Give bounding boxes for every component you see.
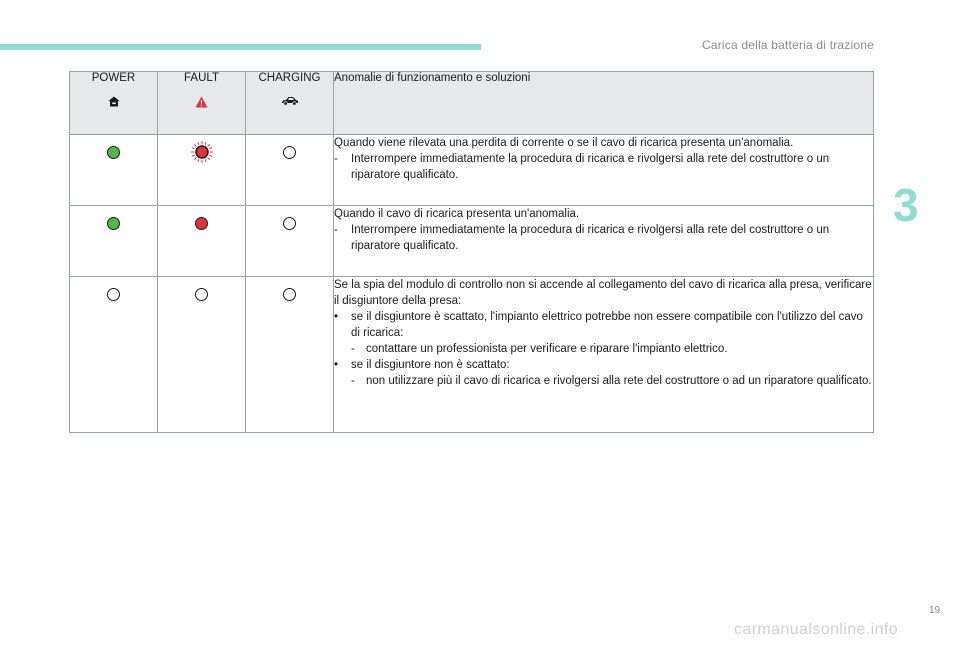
sub-list-item: - contattare un professionista per verificare e riparare l'impianto elettrico. bbox=[351, 343, 728, 355]
header-fault bbox=[158, 72, 246, 135]
header-power-label: POWER bbox=[91, 72, 136, 84]
table-row bbox=[70, 206, 874, 277]
fault-light-cell bbox=[158, 206, 246, 277]
charging-status-table bbox=[69, 71, 874, 433]
list-item: - Interrompere immediatamente la procedura di ricarica e rivolgersi alla rete del costruttore o un riparatore qualificato. bbox=[334, 153, 830, 181]
list-item: - Interrompere immediatamente la procedura di ricarica e rivolgersi alla rete del costruttore o un riparatore qualificato. bbox=[334, 224, 830, 252]
header-fault-label: FAULT bbox=[184, 72, 219, 84]
chapter-number: 3 bbox=[893, 179, 919, 231]
green-light-icon bbox=[107, 146, 120, 159]
off-light-icon bbox=[283, 217, 296, 230]
table-header-row bbox=[70, 72, 874, 135]
section-title: Carica della batteria di trazione bbox=[701, 38, 874, 52]
car-icon bbox=[281, 96, 299, 106]
header-charging bbox=[246, 72, 334, 135]
header-description: Anomalie di funzionamento e soluzioni bbox=[334, 72, 874, 135]
charging-light-cell bbox=[246, 277, 334, 433]
fault-light-cell bbox=[158, 135, 246, 206]
row-description bbox=[334, 277, 874, 433]
row-intro: Quando il cavo di ricarica presenta un'anomalia. bbox=[334, 208, 580, 220]
table-row bbox=[70, 135, 874, 206]
charging-light-cell bbox=[246, 206, 334, 277]
warning-triangle-icon bbox=[195, 96, 208, 108]
fault-light-cell bbox=[158, 277, 246, 433]
row-description bbox=[334, 206, 874, 277]
list-item: • se il disgiuntore è scattato, l'impianto elettrico potrebbe non essere compatibile con l'utilizzo del cavo di ricarica: bbox=[334, 311, 863, 339]
green-light-icon bbox=[107, 217, 120, 230]
row-description bbox=[334, 135, 874, 206]
red-flashing-light-icon bbox=[191, 141, 213, 163]
off-light-icon bbox=[283, 146, 296, 159]
list-item: • se il disgiuntore non è scattato: bbox=[334, 359, 510, 371]
off-light-icon bbox=[283, 288, 296, 301]
page-number: 19 bbox=[929, 605, 941, 616]
row-intro: Se la spia del modulo di controllo non si accende al collegamento del cavo di ricarica alla presa, verificare il disgiuntore della presa: bbox=[334, 279, 872, 307]
off-light-icon bbox=[107, 288, 120, 301]
red-light-icon bbox=[195, 217, 208, 230]
power-light-cell bbox=[70, 135, 158, 206]
accent-bar bbox=[0, 44, 481, 50]
watermark: carmanualsonline.info bbox=[734, 621, 899, 638]
power-light-cell bbox=[70, 206, 158, 277]
house-icon bbox=[108, 96, 120, 107]
power-light-cell bbox=[70, 277, 158, 433]
row-intro: Quando viene rilevata una perdita di corrente o se il cavo di ricarica presenta un'anomalia. bbox=[334, 137, 794, 149]
sub-list-item: - non utilizzare più il cavo di ricarica e rivolgersi alla rete del costruttore o ad un riparatore qualificato. bbox=[351, 375, 872, 387]
header-power bbox=[70, 72, 158, 135]
off-light-icon bbox=[195, 288, 208, 301]
header-charging-label: CHARGING bbox=[258, 72, 321, 84]
charging-light-cell bbox=[246, 135, 334, 206]
table-row bbox=[70, 277, 874, 433]
